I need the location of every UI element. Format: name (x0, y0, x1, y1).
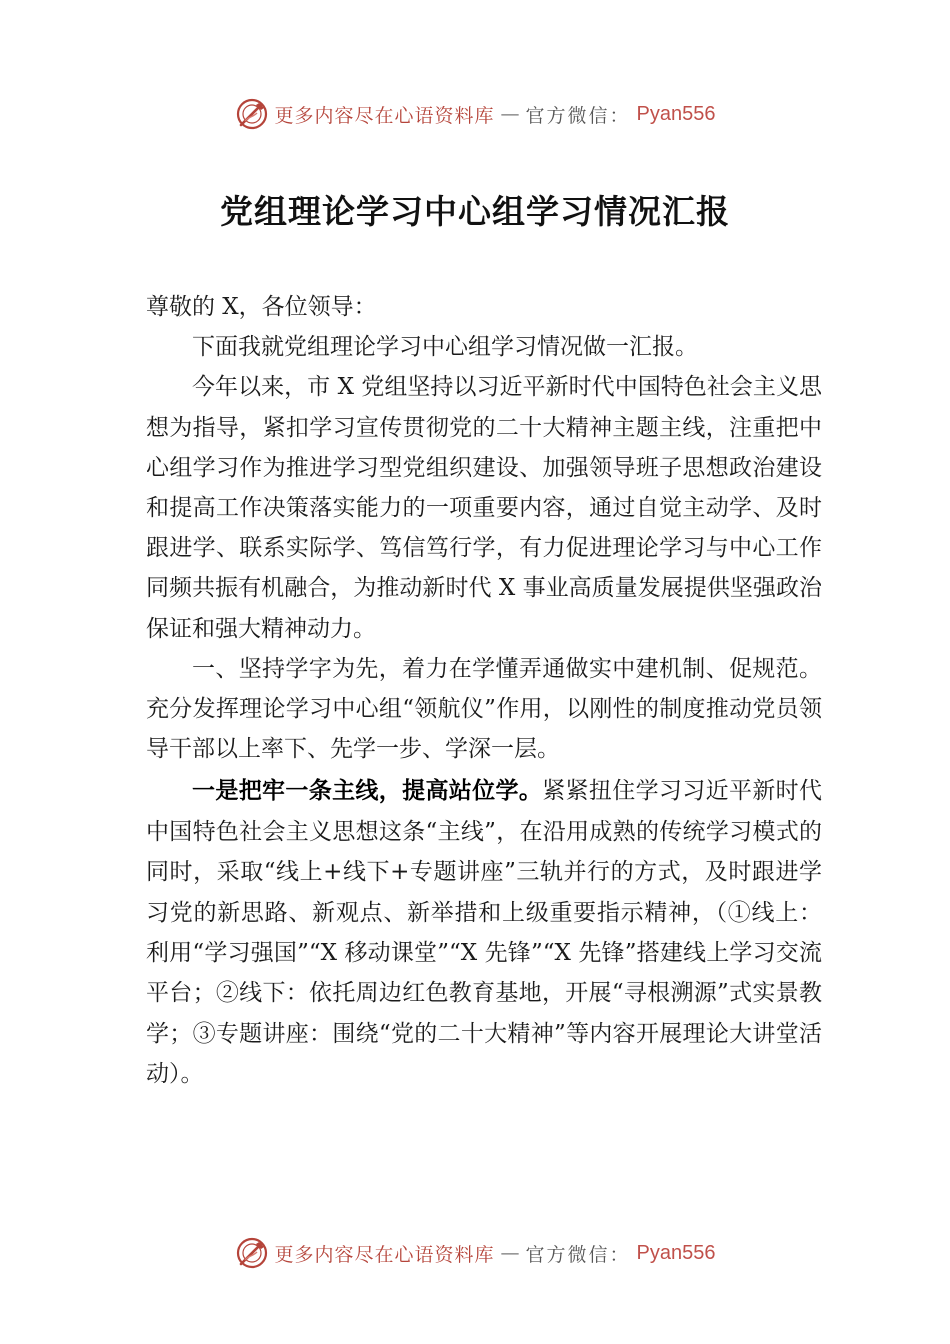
header-watermark (0, 94, 950, 134)
watermark-brand: 更多内容尽在心语资料库 (274, 1243, 495, 1266)
watermark-wechat-id: Pyan556 (636, 1241, 716, 1264)
page-title: 党组理论学习中心组学习情况汇报 (220, 192, 730, 231)
point-body: 紧紧扭住学习习近平新时代中国特色社会主义思想这条“主线”，在沿用成熟的传统学习模式的同时，采取“线上+线下+专题讲座”三轨并行的方式，及时跟进学习党的新思路、新观点、新举措和上级重要指示精神，（①线上：利用“学习强国”“X 移动课堂”“X 先锋”“X 先锋”搭建线上学习交流平台；②线下：依托周边红色教育基地，开展“寻根溯源”式实景教学；③专题讲座：围绕“党的二十大精神”等内容开展理论大讲堂活动）。 (146, 778, 823, 1088)
watermark-label: 官方微信： (525, 1243, 631, 1266)
point-lead: 一是把牢一条主线，提高站位学。 (192, 778, 543, 805)
watermark-brand: 更多内容尽在心语资料库 (274, 104, 495, 127)
point-paragraph (146, 771, 822, 1094)
seal-pen-logo-icon (235, 1236, 269, 1270)
watermark-separator: — (500, 103, 520, 125)
watermark-label: 官方微信： (525, 104, 631, 127)
intro-paragraph: 下面我就党组理论学习中心组学习情况做一汇报。 (192, 334, 698, 361)
watermark-separator: — (500, 1242, 520, 1264)
footer-watermark (0, 1233, 950, 1273)
overview-paragraph: 今年以来，市 X 党组坚持以习近平新时代中国特色社会主义思想为指导，紧扣学习宣传贯彻党的二十大精神主题主线，注重把中心组学习作为推进学习型党组织建设、加强领导班子思想政治建设和提高工作决策落实能力的一项重要内容，通过自觉主动学、及时跟进学、联系实际学、笃信笃行学，有力促进理论学习与中心工作同频共振有机融合，为推动新时代 X 事业高质量发展提供坚强政治保证和强大精神动力。 (146, 374, 822, 642)
section-heading-paragraph: 一、坚持学字为先，着力在学懂弄通做实中建机制、促规范。充分发挥理论学习中心组“领航仪”作用，以刚性的制度推动党员领导干部以上率下、先学一步、学深一层。 (146, 655, 822, 763)
watermark-wechat-id: Pyan556 (636, 102, 716, 125)
document-body (146, 287, 822, 1095)
salutation: 尊敬的 X，各位领导： (146, 294, 377, 320)
seal-pen-logo-icon (235, 97, 269, 131)
